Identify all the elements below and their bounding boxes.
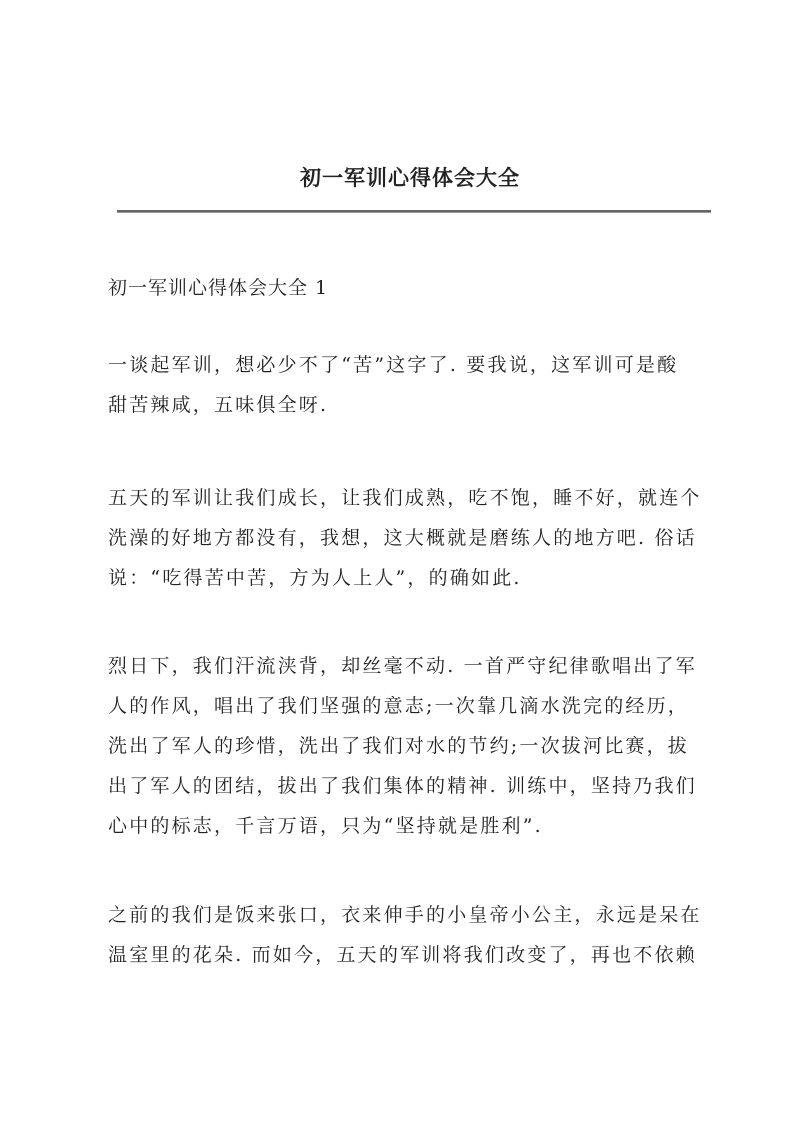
paragraph-line: 一谈起军训，想必少不了“苦”这字了. 要我说，这军训可是酸 <box>108 354 679 376</box>
paragraph-line: 洗澡的好地方都没有，我想，这大概就是磨练人的地方吧. 俗话 <box>108 527 697 549</box>
title-divider <box>117 210 711 213</box>
paragraph-line: 五天的军训让我们成长，让我们成熟，吃不饱，睡不好，就连个 <box>108 487 702 509</box>
document-title: 初一军训心得体会大全 <box>300 165 520 190</box>
paragraph-line: 之前的我们是饭来张口，衣来伸手的小皇帝小公主，永远是呆在 <box>108 904 702 926</box>
paragraph-line: 甜苦辣咸，五味俱全呀. <box>108 394 329 416</box>
paragraph-2 <box>108 478 718 598</box>
section-heading: 初一军训心得体会大全 1 <box>108 277 329 299</box>
paragraph-line: 烈日下，我们汗流浃背，却丝毫不动. 一首严守纪律歌唱出了军 <box>108 655 697 677</box>
paragraph-4 <box>108 895 718 975</box>
paragraph-line: 心中的标志，千言万语，只为“坚持就是胜利”. <box>108 815 543 837</box>
paragraph-3 <box>108 646 718 846</box>
paragraph-line: 人的作风，唱出了我们坚强的意志;一次靠几滴水洗完的经历， <box>108 695 690 717</box>
paragraph-line: 出了军人的团结，拔出了我们集体的精神. 训练中，坚持乃我们 <box>108 775 697 797</box>
paragraph-line: 温室里的花朵. 而如今，五天的军训将我们改变了，再也不依赖 <box>108 944 697 966</box>
paragraph-line: 说：“吃得苦中苦，方为人上人”，的确如此. <box>108 567 522 589</box>
paragraph-line: 洗出了军人的珍惜，洗出了我们对水的节约;一次拔河比赛，拔 <box>108 735 690 757</box>
paragraph-1 <box>108 345 718 425</box>
